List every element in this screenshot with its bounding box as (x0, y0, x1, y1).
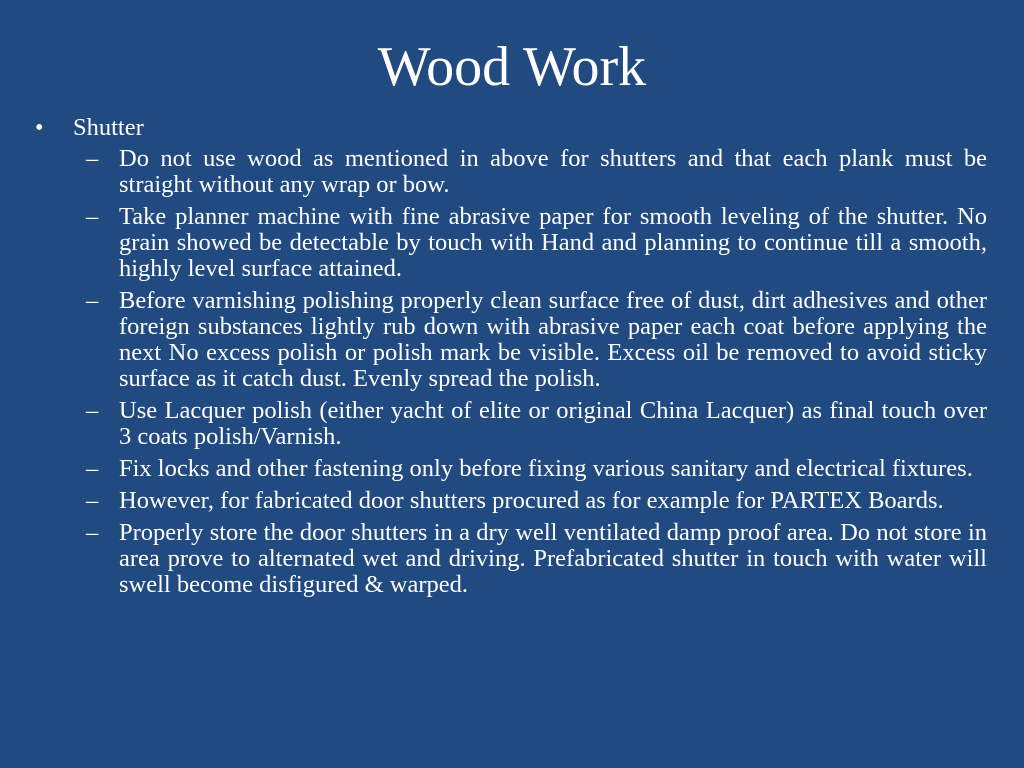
sub-item-text: Do not use wood as mentioned in above for shutters and that each plank must be straight without any wrap or bow. (119, 145, 987, 198)
dash-icon: – (86, 287, 99, 314)
sub-item-list (0, 146, 1024, 598)
sub-item-text: Use Lacquer polish (either yacht of elite or original China Lacquer) as final touch over 3 coats polish/Varnish. (119, 397, 987, 450)
sub-item (86, 455, 987, 482)
dash-icon: – (86, 203, 99, 230)
sub-item (86, 287, 987, 392)
sub-item-text: However, for fabricated door shutters procured as for example for PARTEX Boards. (119, 487, 944, 514)
dash-icon: – (86, 455, 99, 482)
sub-item (86, 203, 987, 282)
sub-item (86, 487, 987, 514)
bullet-icon: • (35, 114, 44, 141)
bullet-label: Shutter (73, 114, 144, 141)
sub-item-text: Fix locks and other fastening only before fixing various sanitary and electrical fixtures. (119, 455, 973, 482)
sub-item-text: Properly store the door shutters in a dry well ventilated damp proof area. Do not store in area prove to alternated wet and driving. Prefabricated shutter in touch with water will swell become disfigured & warped. (119, 519, 987, 598)
sub-item-text: Take planner machine with fine abrasive paper for smooth leveling of the shutter. No grain showed be detectable by touch with Hand and planning to continue till a smooth, highly level surface attained. (119, 203, 987, 282)
dash-icon: – (86, 145, 99, 172)
bullet-item-shutter (35, 114, 1024, 141)
slide-content (0, 114, 1024, 604)
sub-item-text: Before varnishing polishing properly clean surface free of dust, dirt adhesives and other foreign substances lightly rub down with abrasive paper each coat before applying the next No excess polish or polish mark be visible. Excess oil be removed to avoid sticky surface as it catch dust. Evenly spread the polish. (119, 287, 987, 392)
dash-icon: – (86, 397, 99, 424)
sub-item (86, 519, 987, 598)
slide-title: Wood Work (377, 36, 647, 98)
sub-item (86, 145, 987, 198)
sub-item (86, 397, 987, 450)
dash-icon: – (86, 487, 99, 514)
dash-icon: – (86, 519, 99, 546)
